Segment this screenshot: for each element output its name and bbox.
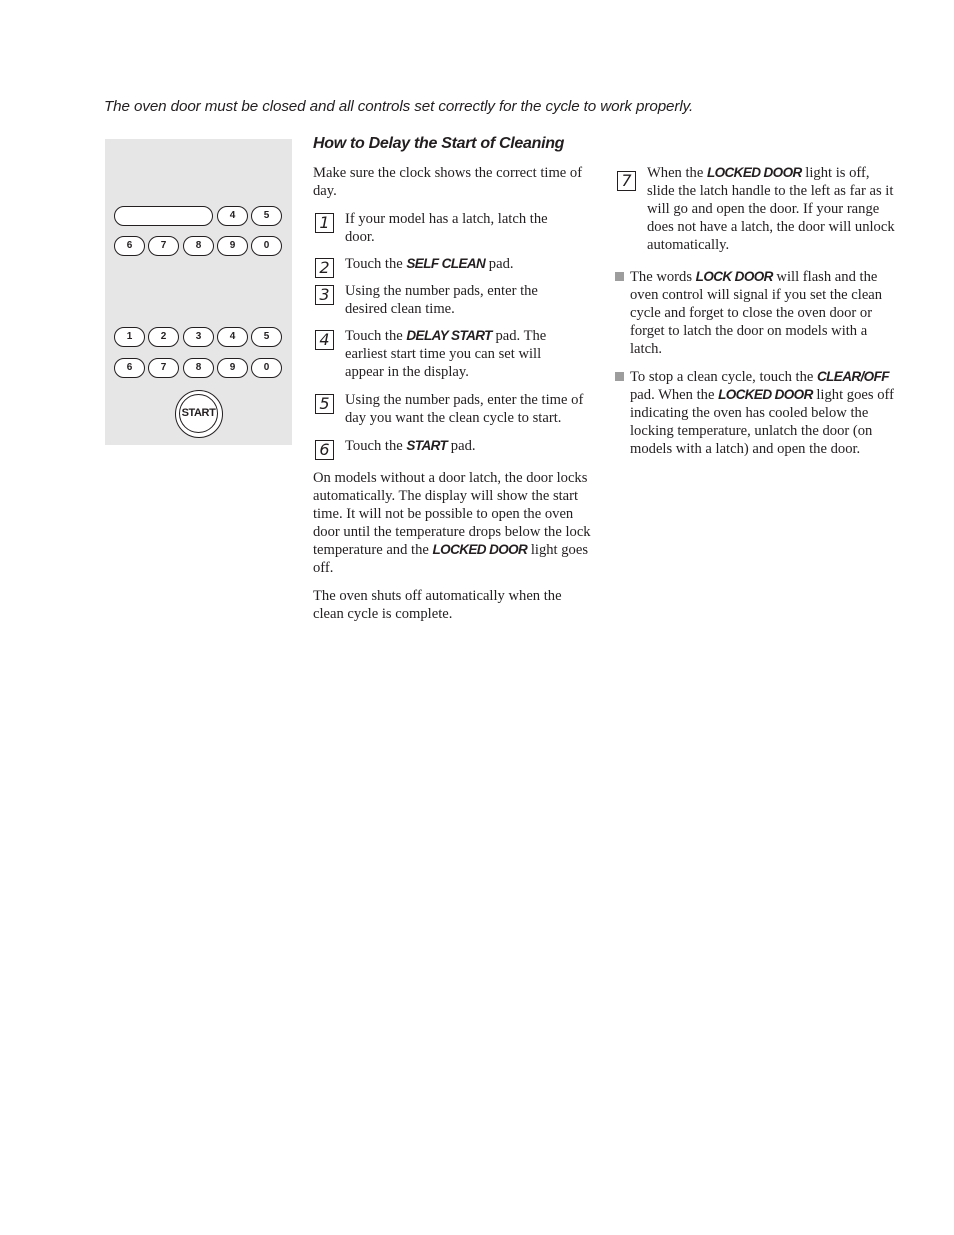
step-number: 2 [315,258,334,278]
middle-column [313,164,595,623]
step-text: Using the number pads, enter the time of day you want the clean cycle to start. [345,392,584,426]
number-pad-4[interactable]: 4 [217,206,248,226]
start-pad-label: START [179,394,218,433]
number-pad-8[interactable]: 8 [183,358,214,378]
number-pad-3[interactable]: 3 [183,327,214,347]
step-number: 6 [315,440,334,460]
number-pad-0[interactable]: 0 [251,358,282,378]
step-text: Touch the SELF CLEAN pad. [345,256,514,272]
stop-cycle-note [615,368,897,458]
number-pad-6[interactable]: 6 [114,358,145,378]
step-text: Touch the START pad. [345,438,476,454]
number-pad-4[interactable]: 4 [217,327,248,347]
step-text: Using the number pads, enter the desired clean time. [345,283,538,317]
number-pad-2[interactable]: 2 [148,327,179,347]
number-pad-1[interactable]: 1 [114,327,145,347]
step-number: 3 [315,285,334,305]
number-pad-7[interactable]: 7 [148,236,179,256]
bullet-square-icon [615,372,624,381]
number-pad-9[interactable]: 9 [217,358,248,378]
step-7 [615,164,897,254]
step-number: 7 [617,171,636,191]
step-1 [313,210,595,246]
number-pad-5[interactable]: 5 [251,327,282,347]
number-pad-7[interactable]: 7 [148,358,179,378]
number-pad-0[interactable]: 0 [251,236,282,256]
number-pad-9[interactable]: 9 [217,236,248,256]
step-5 [313,391,595,427]
number-pad-5[interactable]: 5 [251,206,282,226]
intro-note: The oven door must be closed and all controls set correctly for the cycle to work properly. [104,98,694,115]
number-pad-6[interactable]: 6 [114,236,145,256]
step-6 [313,437,595,459]
bullet-square-icon [615,272,624,281]
step-number: 1 [315,213,334,233]
step-text: When the LOCKED DOOR light is off, slide the latch handle to the left as far as it will go and open the door. If your range does not have a latch, the door will unlock automatically. [647,165,895,253]
step-text: If your model has a latch, latch the door. [345,211,548,245]
note-text: To stop a clean cycle, touch the CLEAR/OFF pad. When the LOCKED DOOR light goes off indicating the oven has cooled below the locking temperature, unlatch the door (on models with a latch) and open the door. [630,369,894,457]
shutoff-paragraph: The oven shuts off automatically when the clean cycle is complete. [313,588,562,622]
lock-door-note [615,268,897,358]
step-4 [313,327,595,381]
no-latch-paragraph: On models without a door latch, the door locks automatically. The display will show the start time. It will not be possible to open the oven door until the temperature drops below the lock temperature and the LOCKED DOOR light goes off. [313,470,591,576]
step-2 [313,255,595,277]
start-pad[interactable] [175,390,223,438]
step-3 [313,282,595,318]
note-text: The words LOCK DOOR will flash and the oven control will signal if you set the clean cycle and forget to close the oven door or forget to latch the door on models with a latch. [630,269,883,357]
step-text: Touch the DELAY START pad. The earliest start time you can set will appear in the display. [345,328,547,380]
number-pad-8[interactable]: 8 [183,236,214,256]
section-heading: How to Delay the Start of Cleaning [313,135,565,152]
display-window [114,206,213,226]
intro-paragraph: Make sure the clock shows the correct time of day. [313,165,583,199]
step-number: 4 [315,330,334,350]
step-number: 5 [315,394,334,414]
right-column [615,164,897,458]
